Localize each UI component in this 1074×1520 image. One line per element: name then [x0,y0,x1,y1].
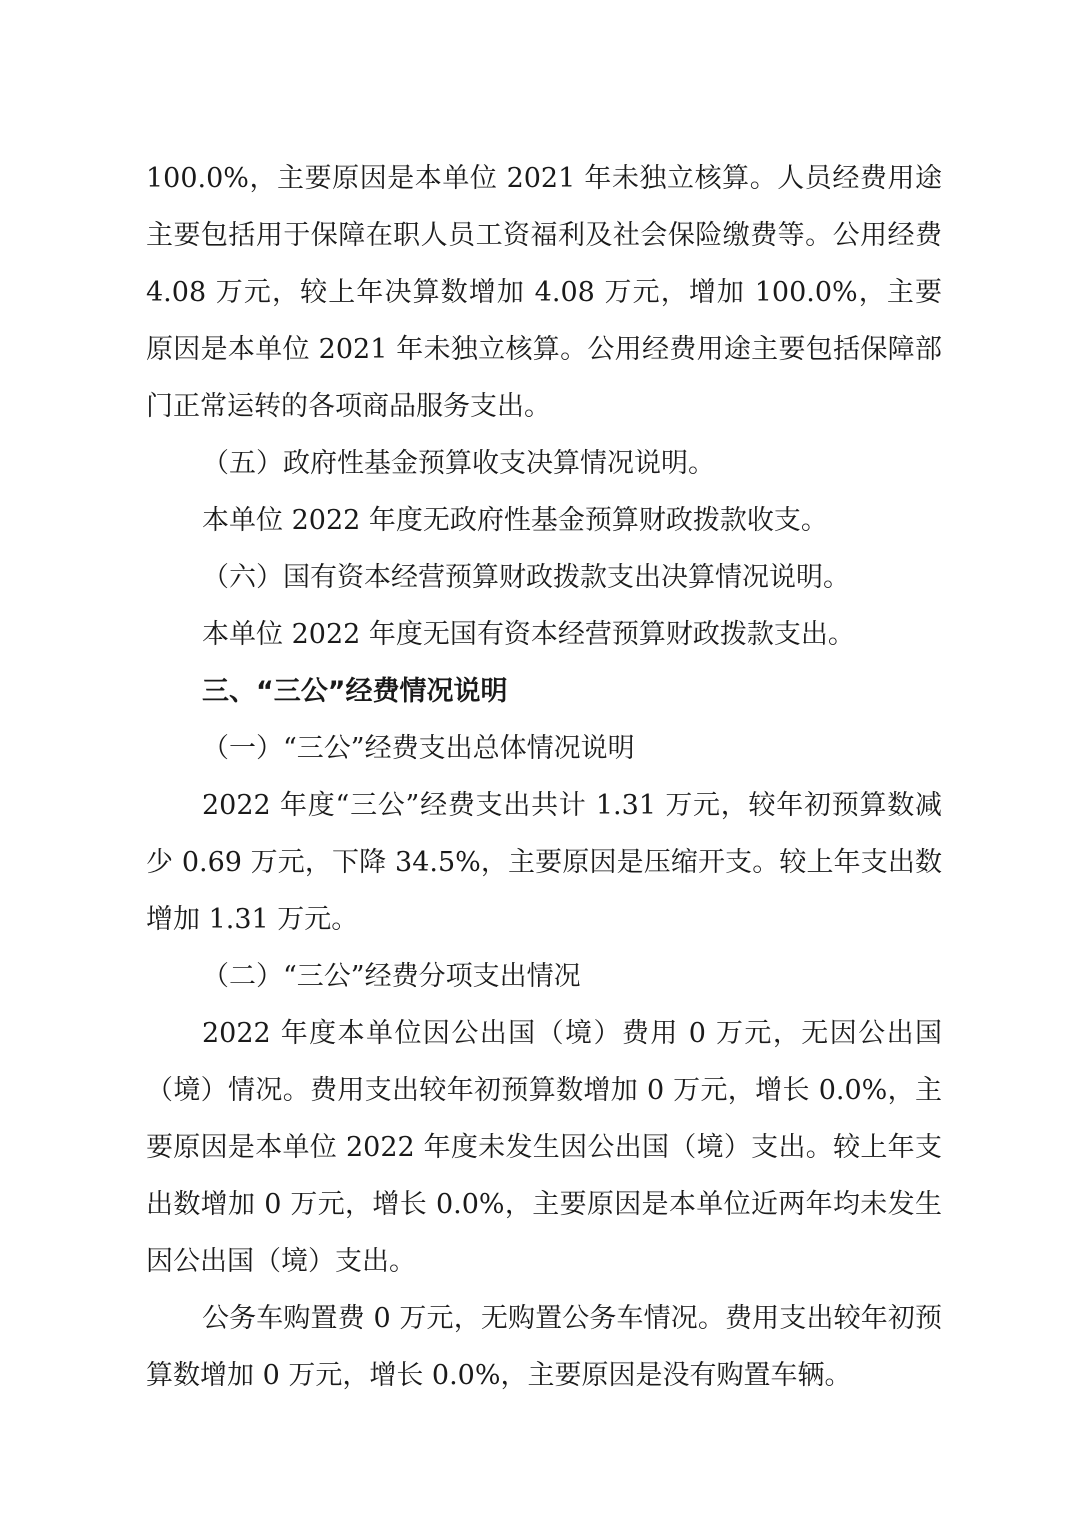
paragraph-overall: 2022 年度“三公”经费支出共计 1.31 万元，较年初预算数减少 0.69 万元，下降 34.5%，主要原因是压缩开支。较上年支出数增加 1.31 万元。 [146,790,942,935]
paragraph-vehicle-purchase: 公务车购置费 0 万元，无购置公务车情况。费用支出较年初预算数增加 0 万元，增长 0.0%，主要原因是没有购置车辆。 [146,1303,942,1391]
paragraph-overseas-travel: 2022 年度本单位因公出国（境）费用 0 万元，无因公出国（境）情况。费用支出较年初预算数增加 0 万元，增长 0.0%，主要原因是本单位 2022 年度未发生因公出国（境）支出。较上年支出数增加 0 万元，增长 0.0%，主要原因是本单位近两年均未发生因公出国（境）支出。 [146,1018,942,1277]
paragraph-personnel-public-expenses: 100.0%，主要原因是本单位 2021 年未独立核算。人员经费用途主要包括用于保障在职人员工资福利及社会保险缴费等。公用经费 4.08 万元，较上年决算数增加 4.08 万元，增加 100.0%，主要原因是本单位 2021 年未独立核算。公用经费用途主要包括保障部门正常运转的各项商品服务支出。 [146,163,942,422]
document-page [146,150,942,1404]
section-title-state-capital: （六）国有资本经营预算财政拨款支出决算情况说明。 [202,562,850,593]
heading-three-public-expenses: 三、“三公”经费情况说明 [202,676,508,707]
paragraph-state-capital: 本单位 2022 年度无国有资本经营预算财政拨款支出。 [202,619,855,650]
section-title-itemized: （二）“三公”经费分项支出情况 [202,961,581,992]
paragraph-government-fund: 本单位 2022 年度无政府性基金预算财政拨款收支。 [202,505,828,536]
section-title-overall: （一）“三公”经费支出总体情况说明 [202,733,635,764]
section-title-government-fund: （五）政府性基金预算收支决算情况说明。 [202,448,715,479]
